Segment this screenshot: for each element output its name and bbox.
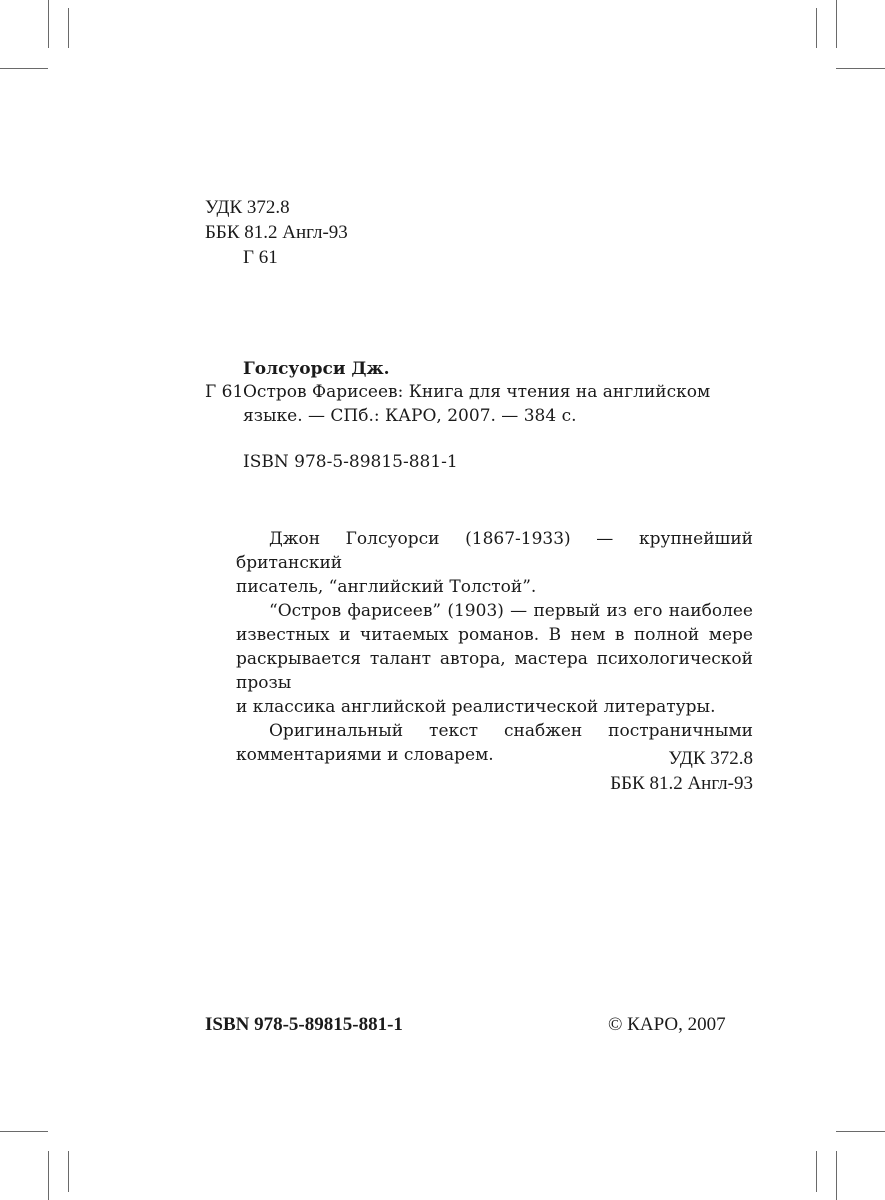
annotation <box>236 527 753 767</box>
crop-mark-top-left-vertical-outer <box>48 0 49 48</box>
record-code: Г 61 <box>205 382 244 402</box>
crop-mark-top-right-vertical-outer <box>836 0 837 48</box>
annotation-line: комментариями и словарем. <box>236 745 494 765</box>
udk-code-bottom: УДК 372.8 <box>668 748 753 769</box>
bbk-code-bottom: ББК 81.2 Англ-93 <box>610 773 753 794</box>
record-isbn: ISBN 978-5-89815-881-1 <box>243 452 458 472</box>
crop-mark-top-right-vertical-inner <box>816 8 817 48</box>
footer-isbn: ISBN 978-5-89815-881-1 <box>205 1014 403 1035</box>
record-title-line-1: Остров Фарисеев: Книга для чтения на английском <box>243 382 711 402</box>
author-mark: Г 61 <box>243 247 278 268</box>
crop-mark-bottom-right-vertical-outer <box>836 1151 837 1200</box>
record-author: Голсуорси Дж. <box>243 359 390 379</box>
classification-bottom <box>610 746 753 796</box>
crop-mark-top-left-horizontal <box>0 68 48 69</box>
crop-mark-bottom-left-vertical-inner <box>68 1151 69 1192</box>
crop-mark-bottom-left-horizontal <box>0 1131 48 1132</box>
footer-copyright: © КАРО, 2007 <box>608 1014 726 1035</box>
annotation-line: известных и читаемых романов. В нем в полной мере <box>236 625 753 645</box>
annotation-line: “Остров фарисеев” (1903) — первый из его наиболее <box>269 601 753 621</box>
bibliographic-description <box>243 380 753 474</box>
annotation-paragraph-1 <box>236 527 753 599</box>
udk-code: УДК 372.8 <box>205 197 290 218</box>
annotation-paragraph-2 <box>236 599 753 719</box>
crop-mark-top-left-vertical-inner <box>68 8 69 48</box>
annotation-line: Джон Голсуорси (1867-1933) — крупнейший британский <box>236 529 753 573</box>
annotation-line: раскрывается талант автора, мастера психологической прозы <box>236 649 753 693</box>
annotation-line: писатель, “английский Толстой”. <box>236 577 537 597</box>
record-title-line-2: языке. — СПб.: КАРО, 2007. — 384 с. <box>243 406 577 426</box>
bbk-code: ББК 81.2 Англ-93 <box>205 222 348 243</box>
crop-mark-top-right-horizontal <box>836 68 885 69</box>
annotation-line: и классика английской реалистической литературы. <box>236 697 716 717</box>
crop-mark-bottom-right-vertical-inner <box>816 1151 817 1192</box>
classification-top <box>205 195 348 270</box>
annotation-line: Оригинальный текст снабжен постраничными <box>269 721 753 741</box>
crop-mark-bottom-left-vertical-outer <box>48 1151 49 1200</box>
crop-mark-bottom-right-horizontal <box>836 1131 885 1132</box>
